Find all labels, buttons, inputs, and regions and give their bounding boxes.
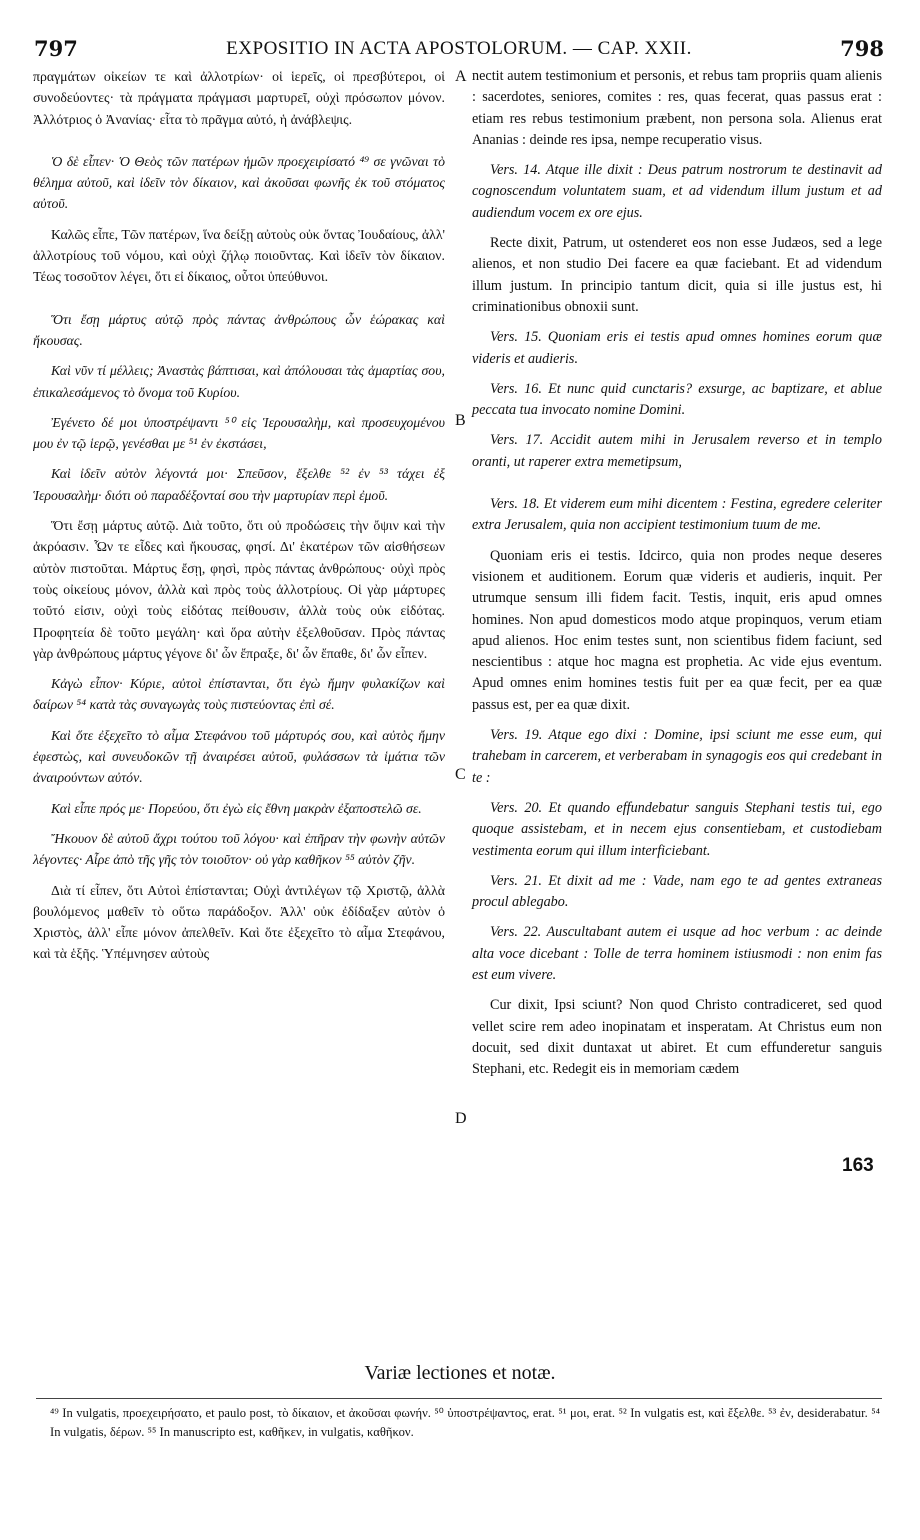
latin-verse: Vers. 22. Auscultabant autem ei usque ad hoc verbum : ac deinde alta voce dicebant : Tolle de terra hominem istiusmodi : non enim fas est eum vivere.: [472, 924, 882, 983]
greek-paragraph: Ὅτι ἔσῃ μάρτυς αὐτῷ. Διὰ τοῦτο, ὅτι οὐ προδώσεις τὴν ὄψιν καὶ τὴν ἀκρόασιν. Ὧν τε εἶδες καὶ ἤκουσας, φησί. Δι' ἑκατέρων τῶν αἰσθήσεων αὐτὸν πιστοῦται. Μάρτυς ἔσῃ, φησὶ, πρὸς πάντας ἀνθρώπους· οὐχὶ πρὸς τοὺς οἰκείους μόνον, ἀλλὰ καὶ πρὸς τοὺς ἀλλοτρίους. Οἱ γὰρ μάρτυρες τοῦτό εἰσιν, οὐχὶ τοὺς εἰδότας πείθουσιν, ἀλλὰ τοὺς οὐκ εἰδότας. Προφητεία δὲ τοῦτο μεγάλη· καὶ ὅρα αὐτὴν ἐξελθοῦσαν. Πρὸς πάντας γὰρ ἀνθρώπους μάρτυς γέγονε δι' ὧν ἔπραξε, δι' ὧν ἔπαθε, δι' ὧν εἶπεν.: [33, 518, 445, 661]
greek-verse: Ὁ δὲ εἶπεν· Ὁ Θεὸς τῶν πατέρων ἡμῶν προεχειρίσατό ⁴⁹ σε γνῶναι τὸ θέλημα αὐτοῦ, καὶ ἰδεῖν τὸν δίκαιον, καὶ ἀκοῦσαι φωνῆς ἐκ τοῦ στόματος αὐτοῦ.: [33, 153, 445, 212]
latin-paragraph: Recte dixit, Patrum, ut ostenderet eos non esse Judæos, sed a lege alienos, et non studio Dei facere ea quæ faciebant. Et ad videndum illum justum. In principio tantum dicit, quia si ille justus est, hi criminationibus obnoxii sunt.: [472, 235, 882, 315]
latin-verse: Vers. 17. Accidit autem mihi in Jerusalem reverso et in templo oranti, ut raperer extra memetipsum,: [472, 432, 882, 470]
latin-verse: Vers. 18. Et viderem eum mihi dicentem : Festina, egredere celeriter extra Jerusalem, quia non accipient testimonium tuum de me.: [472, 496, 882, 534]
greek-verse: Καὶ εἶπε πρός με· Πορεύου, ὅτι ἐγὼ εἰς ἔθνη μακρὰν ἐξαποστελῶ σε.: [51, 800, 422, 816]
margin-letter-c: C: [455, 766, 466, 783]
footnotes: ⁴⁹ In vulgatis, προεχειρήσατο, et paulo post, τὸ δίκαιον, et ἀκοῦσαι φωνήν. ⁵⁰ ὑποστρέψαντος, erat. ⁵¹ μοι, erat. ⁵² In vulgatis est, καὶ ἔξελθε. ⁵³ ἐν, desiderabatur. ⁵⁴ In vulgatis, δέρων. ⁵⁵ In manuscripto est, καθῆκεν, in vulgatis, καθῆκον.: [50, 1406, 880, 1439]
latin-paragraph: Cur dixit, Ipsi sciunt? Non quod Christo contradiceret, sed quod vellet scire rem adeo inopinatam et insperatam. At Christus eum non docuit, sed dixit duntaxat ut abiret. Et cum effunderetur sanguis Stephani, etc. Redegit eis in memoriam cædem: [472, 997, 882, 1078]
latin-paragraph: Quoniam eris ei testis. Idcirco, quia non prodes neque deseres visionem et auditionem. Eorum quæ videris et audieris, inquit. Per utrumque sensum illi fidem facit. Testis, inquit, eris apud omnes homines. Non apud domesticos modo atque propinquos, verum etiam apud alienos. Hoc enim testes sunt, non scientibus fidem faciunt, sed nescientibus : atque hoc magna est prophetia. Ac vide ejus eventum. Apud omnes enim homines testis fuit per ea quæ fecit, per ea quæ passus est, per ea quæ dixit.: [472, 547, 882, 713]
margin-letter-b: B: [455, 412, 466, 429]
greek-verse: Κἀγὼ εἶπον· Κύριε, αὐτοὶ ἐπίστανται, ὅτι ἐγὼ ἤμην φυλακίζων καὶ δαίρων ⁵⁴ κατὰ τὰς συναγωγὰς τοὺς πιστεύοντας ἐπὶ σέ.: [33, 676, 445, 713]
latin-paragraph: nectit autem testimonium et personis, et rebus tam propriis quam alienis : sacerdotes, seniores, comites : res, quas fecerat, quas passus erat : etiam res rebus testimonium præbent, non persona sola. Alienus erat Ananias : deinde res ipsa, nempe recuperatio visus.: [472, 68, 882, 148]
latin-verse: Vers. 14. Atque ille dixit : Deus patrum nostrorum te destinavit ad cognoscendum voluntatem suam, et ad videndum illum justum et ad audiendum vocem ex ore ejus.: [472, 162, 882, 221]
greek-verse: Ὅτι ἔσῃ μάρτυς αὐτῷ πρὸς πάντας ἀνθρώπους ὧν ἑώρακας καὶ ἤκουσας.: [33, 311, 445, 348]
notes-divider: [36, 1398, 882, 1399]
page-number-left: 797: [34, 36, 78, 61]
greek-verse: Καὶ ἰδεῖν αὐτὸν λέγοντά μοι· Σπεῦσον, ἔξελθε ⁵² ἐν ⁵³ τάχει ἐξ Ἱερουσαλὴμ· διότι οὐ παραδέξονταί σου τὴν μαρτυρίαν περὶ ἐμοῦ.: [33, 466, 445, 503]
greek-verse: Καὶ ὅτε ἐξεχεῖτο τὸ αἷμα Στεφάνου τοῦ μάρτυρός σου, καὶ αὐτὸς ἤμην ἐφεστὼς, καὶ συνευδοκῶν τῇ ἀναιρέσει αὐτοῦ, φυλάσσων τὰ ἱμάτια τῶν ἀναιρούντων αὐτόν.: [33, 727, 445, 786]
greek-column: [33, 66, 445, 974]
margin-column-number: 163: [842, 1155, 874, 1176]
latin-verse: Vers. 15. Quoniam eris ei testis apud omnes homines eorum quæ videris et audieris.: [472, 329, 882, 367]
greek-verse: Καὶ νῦν τί μέλλεις; Ἀναστὰς βάπτισαι, καὶ ἀπόλουσαι τὰς ἁμαρτίας σου, ἐπικαλεσάμενος τὸ ὄνομα τοῦ Κυρίου.: [33, 363, 445, 400]
latin-verse: Vers. 20. Et quando effundebatur sanguis Stephani testis tui, ego quoque assistebam, et in necem ejus consentiebam, et custodiebam vestimenta eorum qui illum interficiebant.: [472, 799, 882, 859]
greek-verse: Ἤκουον δὲ αὐτοῦ ἄχρι τούτου τοῦ λόγου· καὶ ἐπῆραν τὴν φωνὴν αὐτῶν λέγοντες· Αἶρε ἀπὸ τῆς γῆς τὸν τοιοῦτον· οὐ γὰρ καθῆκον ⁵⁵ αὐτὸν ζῆν.: [33, 830, 445, 868]
latin-verse: Vers. 19. Atque ego dixi : Domine, ipsi sciunt me esse eum, qui trahebam in carcerem, et verberabam in synagogis eos qui credebant in te :: [472, 727, 882, 786]
latin-verse: Vers. 16. Et nunc quid cunctaris? exsurge, ac baptizare, et ablue peccata tua invocato nomine Domini.: [472, 380, 882, 419]
margin-letter-d: D: [455, 1110, 467, 1127]
latin-verse: Vers. 21. Et dixit ad me : Vade, nam ego te ad gentes extraneas procul ablegabo.: [472, 872, 882, 911]
greek-paragraph: Καλῶς εἶπε, Τῶν πατέρων, ἵνα δείξῃ αὐτοὺς οὐκ ὄντας Ἰουδαίους, ἀλλ' ἀλλοτρίους τοῦ νόμου, καὶ οὐχὶ ζήλῳ ποιοῦντας. Καὶ ἰδεῖν τὸν δίκαιον. Τέως τοσοῦτον λέγει, ὅτι εἰ δίκαιος, οὗτοι ὑπεύθυνοι.: [33, 226, 445, 285]
page-number-right: 798: [840, 36, 884, 61]
greek-verse: Ἐγένετο δέ μοι ὑποστρέψαντι ⁵⁰ εἰς Ἱερουσαλὴμ, καὶ προσευχομένου μου ἐν τῷ ἱερῷ, γενέσθαι με ⁵¹ ἐν ἐκστάσει,: [33, 414, 445, 452]
notes-heading: Variæ lectiones et notæ.: [364, 1362, 556, 1384]
latin-column: [472, 66, 882, 1089]
greek-paragraph: Διὰ τί εἶπεν, ὅτι Αὐτοὶ ἐπίστανται; Οὐχὶ ἀντιλέγων τῷ Χριστῷ, ἀλλὰ βουλόμενος μαθεῖν τὸ οὕτω παράδοξον. Ἀλλ' οὐκ ἐδίδαξεν αὐτὸν ὁ Χριστὸς, ἀλλ' εἶπε μόνον ἀπελθεῖν. Καὶ ὅτε ἐξεχεῖτο τὸ αἷμα Στεφάνου, καὶ τὰ ἑξῆς. Ὑπέμνησεν αὐτοὺς: [33, 882, 445, 962]
greek-paragraph: πραγμάτων οἰκείων τε καὶ ἀλλοτρίων· οἱ ἱερεῖς, οἱ πρεσβύτεροι, οἱ συνοδεύοντες· τὰ πράγματα πράγμασι μαρτυρεῖ, οὐχὶ πρόσωπον μόνον. Ἀλλότριος ὁ Ἀνανίας· εἶτα τὸ πρᾶγμα αὐτό, ἡ ἀνάβλεψις.: [33, 69, 445, 127]
margin-letter-a: A: [455, 68, 467, 85]
running-title: EXPOSITIO IN ACTA APOSTOLORUM. — CAP. XXII.: [226, 38, 692, 59]
page-header: [34, 36, 884, 64]
